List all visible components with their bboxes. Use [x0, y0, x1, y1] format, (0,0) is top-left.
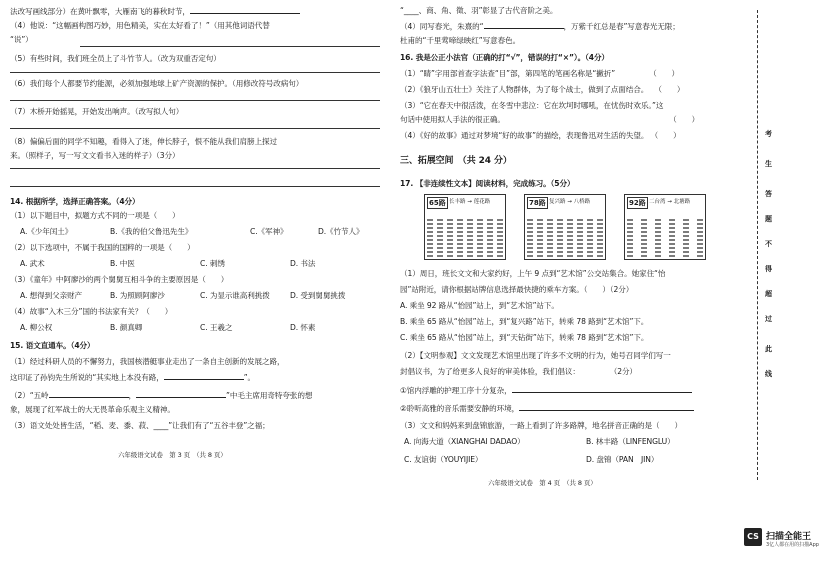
answer-line: [10, 100, 380, 101]
q14-1: （1）以下题目中，拟题方式不同的一项是（ ）: [10, 211, 180, 220]
q15-2: （2）“五岭 ， ”中毛主席用奇特夸张的想: [10, 391, 313, 400]
binding-margin: [735, 10, 793, 510]
q17-2a: （2）【文明参观】文文发现艺术馆里出现了许多不文明的行为，她号召同学们写一: [400, 351, 671, 360]
option[interactable]: D. 盘锦（PAN JIN）: [586, 455, 659, 464]
route-direction: 二台湾 → 北塘路: [649, 199, 691, 205]
option[interactable]: B.《我的伯父鲁迅先生》: [110, 227, 193, 236]
q17-2b: 封倡议书，为了给更多人良好的审美体验，我们倡议： （2分）: [400, 367, 637, 376]
line: （4）同写春光，朱熹的“ ，万紫千红总是春”写意春光无限；: [400, 22, 680, 31]
line: （8）偏偏后面的同学不知趣，看得入了迷，伸长脖子，恨不能从我们肩膀上探过: [10, 137, 278, 146]
binding-char: 得: [765, 265, 772, 273]
line: 杜甫的“千里莺啼绿映红”写意春色。: [400, 36, 521, 45]
page-footer: 六年级语文试卷 第 4 页 （共 8 页）: [488, 479, 597, 487]
camscanner-logo-icon: CS: [744, 528, 762, 546]
line: 法改写画线部分）在黄叶飘零，大雁南飞的暮秋时节，: [10, 5, 300, 17]
stop-list: [527, 219, 603, 257]
route-direction: 复兴路 → 八桥路: [549, 199, 591, 205]
page-footer: 六年级语文试卷 第 3 页 （共 8 页）: [118, 451, 227, 459]
answer-line: [80, 46, 380, 47]
option[interactable]: B. 为照顾阿廖沙: [110, 291, 165, 300]
q15-3: （3）语文处处皆生活，“稻、麦、黍、菽、____”让我们有了“五谷丰登”之福；: [10, 421, 270, 430]
answer-line: [10, 128, 380, 129]
binding-char: 答: [765, 190, 772, 198]
option[interactable]: D. 怀素: [290, 323, 316, 332]
binding-char: 线: [765, 370, 772, 378]
logo-subtitle: 3亿人都在用的扫描App: [766, 542, 819, 548]
option[interactable]: C. 为显示谁高利挑拨: [200, 291, 270, 300]
q14-2: （2）以下选项中，不属于我国的国粹的一项是（ ）: [10, 243, 195, 252]
bus-sign-92: [624, 194, 706, 260]
q17-1b: 园”站附近，请你根据站牌信息选择最快捷的乘车方案。（ ）（2分）: [400, 285, 634, 294]
option[interactable]: C. 乘坐 65 路从“怡园”站上，到“天钻街”站下，转乘 78 路到“艺术馆”下。: [400, 333, 649, 342]
answer-line: [10, 72, 380, 73]
option[interactable]: D. 受到舅舅挑拨: [290, 291, 346, 300]
line: （7）木桥开始摇晃，开始发出响声。（改写拟人句）: [10, 107, 184, 116]
question-16: 16. 我是公正小法官（正确的打“√”，错误的打“×”）。（4分）: [400, 53, 609, 62]
q15-1: （1）经过科研人员的不懈努力，我国核潜艇事业走出了一条自主创新的发展之路，: [10, 357, 285, 366]
bus-sign-65: [424, 194, 506, 260]
route-direction: 长丰路 → 莲花路: [449, 199, 491, 205]
left-page: [0, 0, 390, 561]
q17-3: （3）文文和妈妈来到盘锦旅游，一路上看到了许多路牌，地名拼音正确的是（ ）: [400, 421, 682, 430]
answer-line: [10, 186, 380, 187]
route-number: 65路: [429, 199, 446, 207]
option[interactable]: B. 林丰路（LINFENGLU）: [586, 437, 675, 446]
line: （4）他说：“这幅画构图巧妙，用色精美，实在太好看了！”（用其他词语代替: [10, 21, 270, 30]
q16-2: （2）《狼牙山五壮士》关注了人物群体，为了每个战士，做到了点面结合。 （ ）: [400, 85, 685, 94]
option[interactable]: C. 友谊街（YOUYIJIE）: [404, 455, 483, 464]
line: （6）我们每个人都要节约能源，必须加强地球上矿产资源的保护。（用修改符号改病句）: [10, 79, 304, 88]
option[interactable]: D.《竹节人》: [318, 227, 364, 236]
option[interactable]: B. 中医: [110, 259, 135, 268]
q16-3b: 句话中使用拟人手法的很正确。 （ ）: [400, 115, 700, 124]
question-17: 17. 【非连续性文本】阅读材料，完成练习。（5分）: [400, 179, 575, 188]
option[interactable]: C. 刺绣: [200, 259, 225, 268]
option[interactable]: A. 武术: [20, 259, 45, 268]
q14-4: （4）故事“入木三分”国的书法家有关？（ ）: [10, 307, 173, 316]
binding-char: 不: [765, 240, 772, 248]
q15-1b: 这印证了孙钧先生所说的“其实地上本没有路， ”。: [10, 373, 256, 382]
line: “____、商、角、徵、羽”彰显了古代音阶之美。: [400, 6, 558, 15]
option[interactable]: A. 柳公权: [20, 323, 53, 332]
binding-char: 考: [765, 130, 772, 138]
line: “说”）: [10, 35, 33, 44]
binding-char: 生: [765, 160, 772, 168]
route-number: 78路: [529, 199, 546, 207]
binding-char: 此: [765, 345, 772, 353]
stop-list: [627, 219, 703, 257]
option[interactable]: B. 乘坐 65 路从“怡园”站上，到“复兴路”站下，转乘 78 路到“艺术馆”下。: [400, 317, 649, 326]
q16-4: （4）《好的故事》通过对梦境“好的故事”的描绘，表现鲁迅对生活的失望。 （ ）: [400, 131, 681, 140]
right-page: [396, 0, 732, 561]
binding-char: 题: [765, 215, 772, 223]
q14-3: （3）《童年》中阿廖沙的两个舅舅互相斗争的主要原因是（ ）: [10, 275, 229, 284]
line: 来。（照样子，写一写文文看书入迷的样子）（3分）: [10, 151, 180, 160]
binding-char: 过: [765, 315, 772, 323]
option[interactable]: D. 书法: [290, 259, 316, 268]
option[interactable]: A. 想得到父亲财产: [20, 291, 83, 300]
line: （5）有些时间，我们班全员上了斗竹节人。（改为双重否定句）: [10, 54, 221, 63]
question-14: 14. 根据所学，选择正确答案。（4分）: [10, 197, 140, 206]
option[interactable]: A. 向海大道（XIANGHAI DADAO）: [404, 437, 525, 446]
answer-line: [10, 168, 380, 169]
cut-line: [757, 10, 758, 480]
question-15: 15. 语文直通车。（4分）: [10, 341, 95, 350]
q16-1: （1）“睛”字用部首查字法查“目”部，第四笔的笔画名称是“撇折” （ ）: [400, 69, 680, 78]
stop-list: [427, 219, 503, 257]
route-number: 92路: [629, 199, 646, 207]
q17-1a: （1）周日，班长文文和大家约好，上午 9 点到“艺术馆”公交站集合。她家住“怡: [400, 269, 666, 278]
q17-2d: ②聆听高雅的音乐需要安静的环境，: [400, 402, 694, 414]
section-3-title: 三、拓展空间 （共 24 分）: [400, 156, 512, 166]
bus-stop-signs: [424, 194, 744, 264]
option[interactable]: A.《少年闰土》: [20, 227, 73, 236]
option[interactable]: B. 颜真卿: [110, 323, 143, 332]
option[interactable]: C.《军神》: [250, 227, 288, 236]
q16-3: （3）“它在春天中很活泼，在冬雪中悲泣：它在坎坷时哪吼，在忧伤时欢乐。”这: [400, 101, 664, 110]
q15-2c: 象，展现了红军战士的大无畏革命乐观主义精神。: [10, 405, 175, 414]
q17-2c: ①馆内浮雕的护理工序十分复杂，: [400, 384, 692, 396]
binding-char: 超: [765, 290, 772, 298]
option[interactable]: C. 王羲之: [200, 323, 233, 332]
bus-sign-78: [524, 194, 606, 260]
logo-title: 扫描全能王: [766, 532, 812, 542]
option[interactable]: A. 乘坐 92 路从“怡园”站上，到“艺术馆”站下。: [400, 301, 559, 310]
